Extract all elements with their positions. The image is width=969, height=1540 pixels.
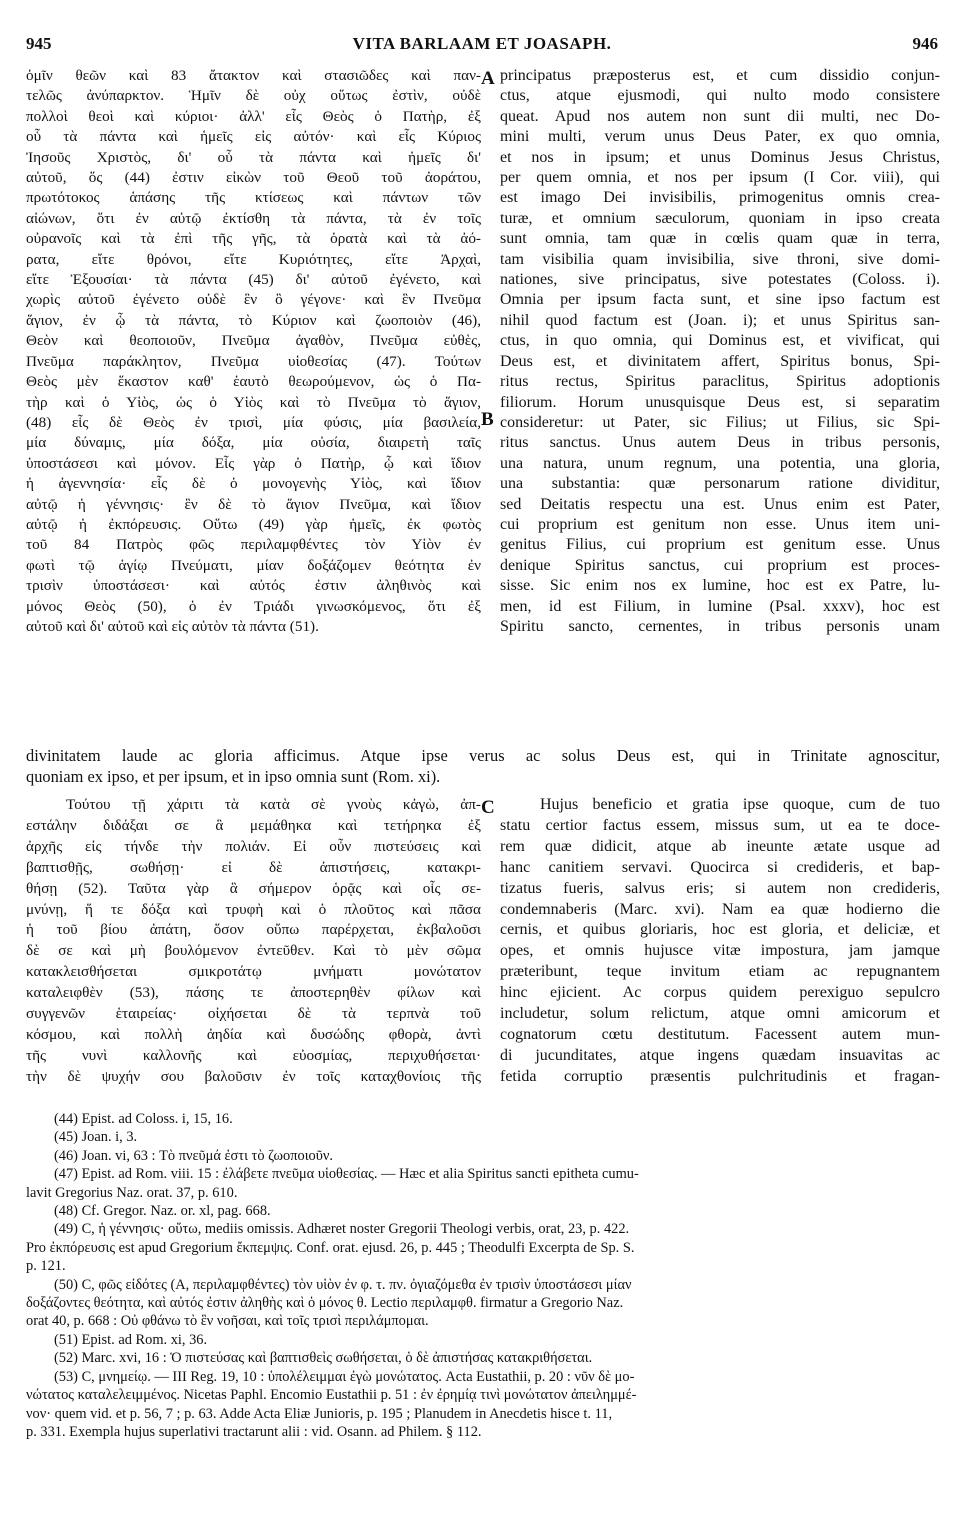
latin-text-line: men, id est Filium, in lumine (Psal. xxxv), hoc est	[500, 597, 940, 615]
latin-text-line: di jucunditates, atque ingens quædam insuavitas ac	[500, 1046, 940, 1064]
full-text-line: divinitatem laude ac gloria afficimus. Atque ipse verus ac solus Deus est, qui in Trinitate agnoscitur,	[26, 746, 940, 765]
latin-text-line: genitus Filius, cui proprium est genitum esse. Unus	[500, 536, 940, 554]
greek-text-line: οὗ τὰ πάντα καὶ ἡμεῖς εἰς αὐτόν· καὶ εἷς Κύριος	[26, 128, 481, 146]
latin-text-line: condemnaberis (Marc. xvi). Nam ea quæ hodierno die	[500, 900, 940, 918]
greek-text-line: αὐτῷ ἡ ἐκπόρευσις. Οὕτω (49) γὰρ ἡμεῖς, ἐκ φωτὸς	[26, 515, 481, 533]
footnote-line: p. 331. Exempla hujus superlativi tractarunt alii : vid. Osann. ad Philem. § 112.	[26, 1423, 482, 1440]
greek-text-line: ἡ ἀγεννησία· εἷς δὲ ὁ μονογενὴς Υἱὸς, καὶ ἴδιον	[26, 475, 481, 493]
latin-text-line: una natura, unum regnum, una potentia, una gloria,	[500, 454, 940, 472]
greek-text-line: Θεὸς μὲν ἕκαστον καθ' ἑαυτὸ θεωρούμενον, ὡς ὁ Πα-	[26, 373, 481, 391]
latin-text-line: Omnia per ipsum facta sunt, et sine ipso factum est	[500, 291, 940, 309]
greek-text-line: αὐτοῦ, ὅς (44) ἐστιν εἰκὼν τοῦ Θεοῦ τοῦ ἀοράτου,	[26, 169, 481, 187]
footnote-line: δοξάζοντες θεότητα, καὶ αὐτός ἐστιν ἀληθὴς καὶ ὁ μόνος θ. Lectio περιλαμφθ. firmatur a Gregorio Naz.	[26, 1295, 624, 1312]
latin-text-line: cognatorum cœtu destitutum. Facessent autem mun-	[500, 1025, 940, 1043]
footnote-line: (53) C, μνημείῳ. — III Reg. 19, 10 : ὑπολέλειμμαι ἐγὼ μονώτατος. Acta Eustathii, p. 20 : νῦν δὲ μο-	[54, 1368, 635, 1385]
latin-text-line: Hujus beneficio et gratia ipse quoque, cum de tuo	[540, 796, 940, 813]
greek-text-line: οὐρανοῖς καὶ τὰ ἐπὶ τῆς γῆς, τὰ ὁρατὰ καὶ τὰ ἀό-	[26, 230, 481, 248]
greek-text-line: ρατα, εἴτε θρόνοι, εἴτε Κυριότητες, εἴτε Ἀρχαὶ,	[26, 250, 481, 268]
latin-text-line: filiorum. Horum unusquisque Deus est, si separatim	[500, 393, 940, 411]
footnote-line: (46) Joan. vi, 63 : Τὸ πνεῦμά ἐστι τὸ ζωοποιοῦν.	[54, 1147, 333, 1164]
greek-text-line: Τούτου τῇ χάριτι τὰ κατὰ σὲ γνοὺς κἀγὼ, ἀπ-	[66, 796, 481, 813]
footnote-line: (45) Joan. i, 3.	[54, 1129, 138, 1146]
footnote-line: (49) C, ἡ γέννησις· οὕτω, mediis omissis. Adhæret noster Gregorii Theologi verbis, orat, 23, p. 422.	[54, 1221, 630, 1238]
latin-text-line: opes, et omnis hujusce vitæ impostura, jam jamque	[500, 942, 940, 960]
section-marker-a: A	[481, 68, 495, 89]
greek-text-line: τῆς νυνὶ καλλονῆς καὶ εὐοσμίας, περιχυθήσεται·	[26, 1046, 481, 1064]
latin-text-line: ritus rectus, Spiritus paraclitus, Spiritus adoptionis	[500, 373, 940, 391]
latin-text-line: Deus est, et divinitatem affert, Spiritus bonus, Spi-	[500, 352, 940, 370]
greek-text-line: εστάλην διδάξαι σε ἃ μεμάθηκα καὶ τετήρηκα ἐξ	[26, 816, 481, 834]
greek-text-line: αὐτοῦ καὶ δι' αὐτοῦ καὶ εἰς αὐτὸν τὰ πάντα (51).	[26, 617, 319, 635]
footnote-line: p. 121.	[26, 1258, 66, 1275]
footnote-line: orat 40, p. 668 : Οὐ φθάνω τὸ ἓν νοῆσαι, καὶ τοῖς τρισὶ περιλάμπομαι.	[26, 1313, 429, 1330]
greek-text-line: μνύνῃ, ἥ τε δόξα καὶ τρυφὴ καὶ ὁ πλοῦτος καὶ πᾶσα	[26, 900, 481, 918]
latin-text-line: queat. Apud nos autem non sunt dii multi, nec Do-	[500, 107, 940, 125]
latin-text-line: cui proprium est genitum non esse. Unus item uni-	[500, 515, 940, 533]
greek-text-line: Πνεῦμα παράκλητον, Πνεῦμα υἱοθεσίας (47). Τούτων	[26, 352, 481, 370]
latin-text-line: principatus præposterus est, et cum dissidio conjun-	[500, 67, 940, 84]
footnote-line: Pro ἐκπόρευσις est apud Gregorium ἔκπεμψις. Conf. orat. ejusd. 26, p. 445 ; Theodulfi Excerpta de Sp. S.	[26, 1239, 635, 1256]
greek-text-line: αὐτῷ ἡ γέννησις· ἓν δὲ τὸ ἅγιον Πνεῦμα, καὶ ἴδιον	[26, 495, 481, 513]
latin-text-line: per quem omnia, et nos per ipsum (I Cor. viii), qui	[500, 169, 940, 187]
left-page-number: 945	[26, 34, 52, 53]
latin-text-line: ritus sanctus. Unus autem Deus in tribus personis,	[500, 434, 940, 452]
latin-column-2	[500, 795, 940, 1088]
footnote-line: (50) C, φῶς εἰδότες (A, περιλαμφθέντες) τὸν υἱὸν ἐν φ. τ. πν. ὀγιαζόμεθα ἐν τρισὶν ὑποστάσεσι μίαν	[54, 1276, 632, 1293]
greek-text-line: (48) εἷς δὲ Θεὸς ἐν τρισὶ, μία φύσις, μία βασιλεία,	[26, 413, 481, 431]
greek-text-line: Ἰησοῦς Χριστὸς, δι' οὗ τὰ πάντα καὶ ἡμεῖς δι'	[26, 148, 481, 166]
footnote-line: (51) Epist. ad Rom. xi, 36.	[54, 1331, 208, 1348]
greek-text-line: εἴτε Ἐξουσίαι· τὰ πάντα (45) δι' αὐτοῦ ἐγένετο, καὶ	[26, 271, 481, 289]
latin-text-line: sisse. Sic enim nos ex lumine, hoc est ex Patre, lu-	[500, 577, 940, 595]
greek-column-2	[26, 795, 481, 1088]
latin-text-line: rem quæ didicit, atque ab ineunte ætate usque ad	[500, 837, 940, 855]
greek-text-line: χωρὶς αὐτοῦ ἐγένετο οὐδὲ ἓν ὃ γέγονε· καὶ ἓν Πνεῦμα	[26, 291, 481, 309]
page-header	[26, 34, 938, 58]
latin-text-line: sunt omnia, tam quæ in cœlis quam quæ in terra,	[500, 230, 940, 248]
full-width-text	[26, 746, 940, 787]
footnote-line: (48) Cf. Gregor. Naz. or. xl, pag. 668.	[54, 1203, 271, 1220]
latin-text-line: est imago Dei invisibilis, primogenitus omnis crea-	[500, 189, 940, 207]
footnote-line: (47) Epist. ad Rom. viii. 15 : ἐλάβετε πνεῦμα υἱοθεσίας. — Hæc et alia Spiritus sancti epitheta cumu-	[54, 1166, 639, 1183]
latin-text-line: consideretur: ut Pater, sic Filius; ut Filius, sic Spi-	[500, 413, 940, 431]
latin-text-line: cernis, et quibus gloriaris, hoc est gloria, et deliciæ, et	[500, 921, 940, 939]
greek-text-line: πολλοὶ θεοὶ καὶ κύριοι· ἀλλ' εἷς Θεὸς ὁ Πατὴρ, ἐξ	[26, 107, 481, 125]
greek-text-line: ἅγιον, ἐν ᾧ τὰ πάντα, τὸ Κύριον καὶ ζωοποιὸν (46),	[26, 311, 481, 329]
footnote-line: νον· quem vid. et p. 56, 7 ; p. 63. Adde Acta Eliæ Junioris, p. 195 ; Planudem in Anecdetis hisce t. 11,	[26, 1405, 613, 1422]
greek-text-line: ἡ τοῦ βίου ἀπάτη, ὅσον οὔπω παρέρχεται, ἐκβαλοῦσι	[26, 921, 481, 939]
greek-text-line: συγγενῶν ἑταιρείας· οἰχήσεται δὲ τὰ τερπνὰ τοῦ	[26, 1005, 481, 1023]
latin-column	[500, 66, 940, 637]
section-marker-c: C	[481, 797, 495, 818]
footnotes	[26, 1110, 940, 1441]
greek-text-line: μία δύναμις, μία δόξα, μία οὐσία, διαιρετὴ ταῖς	[26, 434, 481, 452]
greek-text-line: Θεὸν καὶ θεοποιοῦν, Πνεῦμα ἀγαθὸν, Πνεῦμα εὐθὲς,	[26, 332, 481, 350]
latin-text-line: et nos in ipsum; et unus Dominus Jesus Christus,	[500, 148, 940, 166]
greek-text-line: μόνος Θεὸς (50), ὁ ἐν Τριάδι γινωσκόμενος, ὅτι ἐξ	[26, 597, 481, 615]
section-marker-b: B	[481, 409, 494, 430]
greek-text-line: φωτὶ τῷ ἁγίῳ Πνεύματι, μίαν δοξάζομεν θεότητα ἐν	[26, 556, 481, 574]
greek-text-line: ὑποστάσεσι καὶ μόνον. Εἷς γὰρ ὁ Πατὴρ, ᾧ καὶ ἴδιον	[26, 454, 481, 472]
greek-text-line: δὲ σε καὶ μὴ βουλόμενον ἐντεῦθεν. Καὶ τὸ μὲν σῶμα	[26, 942, 481, 960]
latin-text-line: nationes, sive principatus, sive potestates (Coloss. i).	[500, 271, 940, 289]
latin-text-line: præteribunt, teque invitum etiam ac repugnantem	[500, 963, 940, 981]
greek-text-line: αἰώνων, ὅτι ἐν αὐτῷ ἐκτίσθη τὰ πάντα, τὰ ἐν τοῖς	[26, 209, 481, 227]
latin-text-line: mini multi, verum unus Deus Pater, ex quo omnia,	[500, 128, 940, 146]
latin-text-line: Spiritu sancto, cernentes, in tribus personis unam	[500, 617, 940, 635]
greek-text-line: τρισὶν ὑποστάσεσι· καὶ αὐτός ἐστιν ἀληθινὸς καὶ	[26, 577, 481, 595]
latin-text-line: tam visibilia quam invisibilia, sive throni, sive domi-	[500, 250, 940, 268]
greek-text-line: θήσῃ (52). Ταῦτα γὰρ ἃ σήμερον ὁρᾷς καὶ οἷς σε-	[26, 879, 481, 897]
latin-text-line: includetur, solum relictum, atque omni amicorum et	[500, 1005, 940, 1023]
greek-column	[26, 66, 481, 637]
latin-text-line: statu certior factus essem, missus sum, ut ea te doce-	[500, 816, 940, 834]
greek-text-line: βαπτισθῇς, σωθήσῃ· εἰ δὲ ἀπιστήσεις, κατακρι-	[26, 858, 481, 876]
latin-text-line: hinc ejicient. Ac corpus quidem perexiguo sepulcro	[500, 984, 940, 1002]
greek-text-line: τοῦ 84 Πατρὸς φῶς περιλαμφθέντες τὸν Υἱὸν ἐν	[26, 536, 481, 554]
latin-text-line: sed Deitatis respectu una est. Unus enim est Pater,	[500, 495, 940, 513]
greek-text-line: τὴν δὲ ψυχήν σου βαλοῦσιν ἐν τοῖς καταχθονίοις τῆς	[26, 1067, 481, 1085]
latin-text-line: ctus, in quo omnia, qui Dominus est, et vivificat, qui	[500, 332, 940, 350]
latin-text-line: hanc canitiem servavi. Quocirca si credideris, et bap-	[500, 858, 940, 876]
greek-text-line: τὴρ καὶ ὁ Υἱὸς, ὡς ὁ Υἱὸς καὶ τὸ Πνεῦμα τὸ ἅγιον,	[26, 393, 481, 411]
latin-text-line: turæ, et omnium sæculorum, quoniam in ipso creata	[500, 209, 940, 227]
greek-text-line: πρωτότοκος ἁπάσης τῆς κτίσεως καὶ πάντων τῶν	[26, 189, 481, 207]
latin-text-line: una substantia: quæ personarum ratione dividitur,	[500, 475, 940, 493]
running-title: VITA BARLAAM ET JOASAPH.	[352, 34, 612, 53]
latin-text-line: tizatus fueris, salvus eris; si autem non credideris,	[500, 879, 940, 897]
greek-text-line: κόσμου, καὶ πολλὴ ἀηδία καὶ δυσώδης φθορὰ, ἀντὶ	[26, 1025, 481, 1043]
greek-text-line: ὁμῖν θεῶν καὶ 83 ἄτακτον καὶ στασιῶδες καὶ παν-	[26, 67, 481, 84]
full-text-line: quoniam ex ipso, et per ipsum, et in ipso omnia sunt (Rom. xi).	[26, 766, 441, 786]
greek-text-line: τελῶς ἀνύπαρκτον. Ἡμῖν δὲ οὐχ οὕτως ἐστὶν, οὐδὲ	[26, 87, 481, 105]
greek-text-line: ἀρχῆς εἰς τήνδε τὴν πολιάν. Εἰ οὖν πιστεύσεις καὶ	[26, 837, 481, 855]
greek-text-line: καταλειφθὲν (53), πάσης τε ἀποστερηθὲν φίλων καὶ	[26, 984, 481, 1002]
footnote-line: νώτατος καταλελειμμένος. Nicetas Paphl. Encomio Eustathii p. 51 : ἐν ἐρημίᾳ τινὶ μονώτατον ἀπειλημμέ-	[26, 1387, 637, 1404]
footnote-line: (44) Epist. ad Coloss. i, 15, 16.	[54, 1111, 233, 1127]
footnote-line: lavit Gregorius Naz. orat. 37, p. 610.	[26, 1184, 238, 1201]
latin-text-line: fetida corruptio præsentis pulchritudinis et fragan-	[500, 1067, 940, 1085]
latin-text-line: nihil quod factum est (Joan. i); et unus Spiritus san-	[500, 311, 940, 329]
footnote-line: (52) Marc. xvi, 16 : Ὁ πιστεύσας καὶ βαπτισθεὶς σωθήσεται, ὁ δὲ ἀπιστήσας κατακριθήσεται.	[54, 1350, 593, 1367]
latin-text-line: ctus, atque ejusmodi, qui nulto modo consistere	[500, 87, 940, 105]
latin-text-line: denique Spiritus sanctus, cui proprium est proces-	[500, 556, 940, 574]
right-page-number: 946	[912, 34, 938, 53]
greek-text-line: κατακλεισθήσεται σμικροτάτῳ μνήματι μονώτατον	[26, 963, 481, 981]
